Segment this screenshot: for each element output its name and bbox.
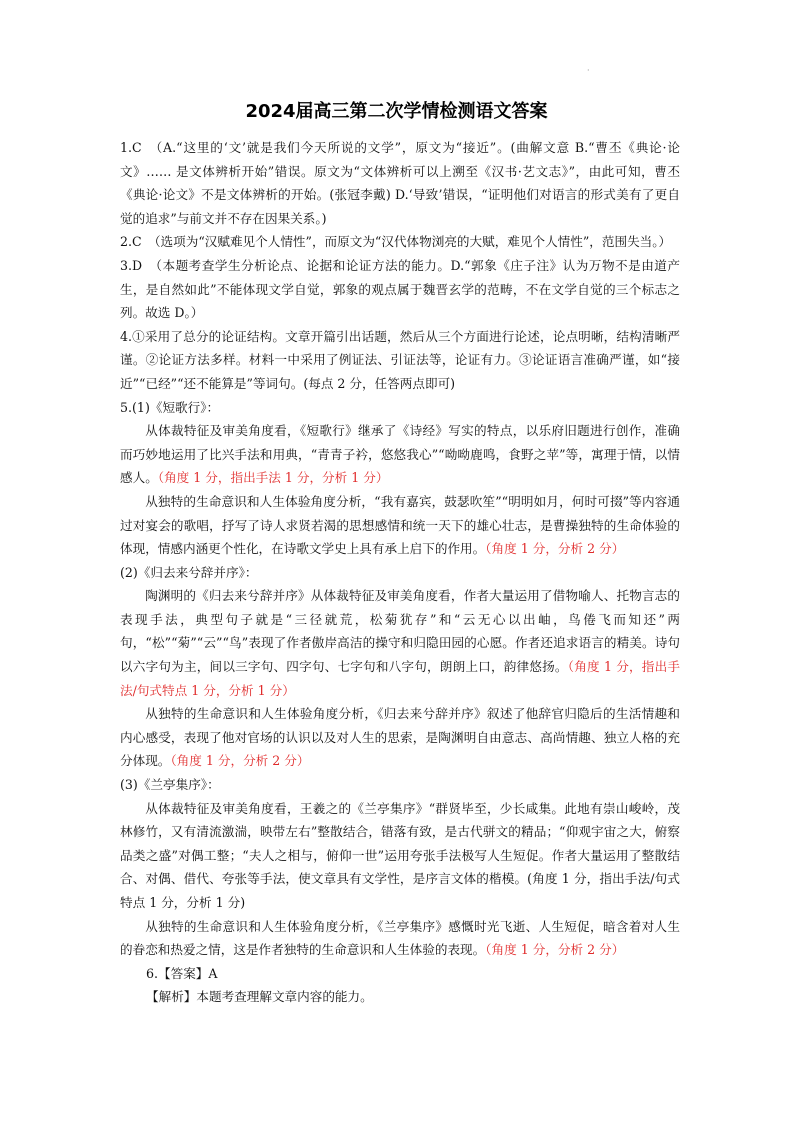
q5-3b-score: （角度 1 分，分析 2 分） — [485, 942, 625, 958]
page-title: 2024届高三第二次学情检测语文答案 — [245, 101, 548, 122]
q5-3b-text: 从独特的生命意识和人生体验角度分析，《兰亭集序》感慨时光飞逝、人生短促，暗含着对人生的眷恋和热爱之情，这是作者独特的生命意识和人生体验的表现。 — [120, 918, 680, 958]
answer-q6-analysis: 【解析】本题考查理解文章内容的能力。 — [146, 989, 373, 1005]
q5-1b-text: 从独特的生命意识和人生体验角度分析，“我有嘉宾，鼓瑟吹笙”“明明如月，何时可掇”等内容通过对宴会的歌唱，抒写了诗人求贤若渴的思想感情和统一天下的雄心壮志，是曹操独特的生命体验的体现，情感内涵更个性化，在诗歌文学史上具有承上启下的作用。 — [120, 493, 680, 557]
q5-1b-score: （角度 1 分，分析 2 分） — [485, 541, 625, 557]
answer-q3: 3.D （本题考查学生分析论点、论据和论证方法的能力。D.“郭象《庄子注》认为万物不是由道产生，是自然如此”不能体现文学自觉，郭象的观点属于魏晋玄学的范畴，不在文学自觉的三个标志之列。故选 D。） — [120, 257, 680, 321]
q5-2b-text: 从独特的生命意识和人生体验角度分析，《归去来兮辞并序》叙述了他辞官归隐后的生活情趣和内心感受，表现了他对官场的认识以及对人生的思索，是陶渊明自由意志、高尚情趣、独立人格的充分体现。 — [120, 706, 680, 769]
q5-2b-score: （角度 1 分，分析 2 分） — [170, 753, 310, 769]
q5-2a-score: （角度 1 分，指出手法/句式特点 1 分，分析 1 分） — [120, 659, 680, 698]
answer-q5-3-paragraph-a: 从体裁特征及审美角度看，王羲之的《兰亭集序》“群贤毕至，少长咸集。此地有崇山峻岭，茂林修竹，又有清流激湍，映带左右”整散结合，错落有致，是古代骈文的精品；“仰观宇宙之大，俯察品类之盛”对偶工整；“夫人之相与，俯仰一世”运用夸张手法极写人生短促。作者大量运用了整散结合、对偶、借代、夸张等手法，使文章具有文学性，是序言文体的楷模。(角度 1 分，指出手法/句式特点 1 分，分析 1 分) — [120, 800, 680, 910]
answer-content — [120, 136, 680, 1009]
answer-q5-2-paragraph-b — [120, 702, 680, 773]
answer-q2: 2.C （选项为“汉赋难见个人情性”，而原文为“汉代体物浏亮的大赋，难见个人情性”，范围失当。） — [120, 234, 672, 250]
answer-q6: 6.【答案】A — [146, 965, 218, 981]
q5-1a-score: （角度 1 分，指出手法 1 分，分析 1 分） — [157, 470, 389, 486]
q5-1a-text: 从体裁特征及审美角度看，《短歌行》继承了《诗经》写实的特点，以乐府旧题进行创作，准确而巧妙地运用了比兴手法和用典，“青青子衿，悠悠我心”“呦呦鹿鸣，食野之苹”等，寓理于情，以情感人。 — [120, 423, 680, 486]
q5-2a-text: 陶渊明的《归去来兮辞并序》从体裁特征及审美角度看，作者大量运用了借物喻人、托物言志的表现手法，典型句子就是“三径就荒，松菊犹存”和“云无心以出岫，鸟倦飞而知还”两句，“松”“菊”“云”“鸟”表现了作者傲岸高洁的操守和归隐田园的心愿。作者还追求语言的精美。诗句以六字句为主，间以三字句、四字句、七字句和八字句，朗朗上口，韵律悠扬。 — [120, 588, 680, 675]
answer-q5-heading: 5.(1)《短歌行》： — [120, 399, 220, 415]
answer-q4: 4.①采用了总分的论证结构。文章开篇引出话题，然后从三个方面进行论述，论点明晰，结构清晰严谨。②论证方法多样。材料一中采用了例证法、引证法等，论证有力。③论证语言准确严谨，如“接近”“已经”“还不能算是”等词句。(每点 2 分，任答两点即可) — [120, 328, 680, 391]
answer-q5-2-paragraph-a — [120, 584, 680, 702]
answer-q1: 1.C （A.“这里的‘文’就是我们今天所说的文学”，原文为“接近”。(曲解文意 B.“曹丕《典论·论文》…… 是文体辨析开始”错误。原文为“文体辨析可以上溯至《汉书·艺文志》”，由此可知，曹丕《典论·论文》不是文体辨析的开始。(张冠李戴) D.‘导致’错误，“证明他们对语言的形式美有了更自觉的追求”与前文并不存在因果关系。) — [120, 140, 680, 226]
answer-q5-2-heading: (2)《归去来兮辞并序》： — [120, 564, 258, 580]
page-mark: · — [587, 66, 590, 75]
answer-q5-3-heading: (3)《兰亭集序》： — [120, 777, 220, 793]
answer-q5-3-paragraph-b — [120, 915, 680, 962]
answer-q5-1-paragraph-a — [120, 419, 680, 490]
answer-q5-1-paragraph-b — [120, 490, 680, 561]
